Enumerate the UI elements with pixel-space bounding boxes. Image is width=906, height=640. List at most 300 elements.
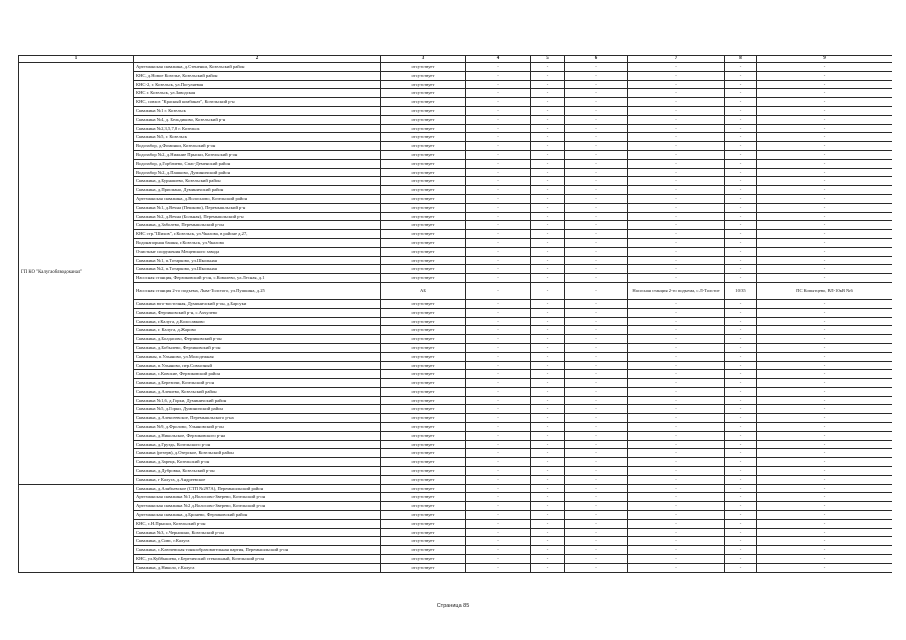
value-cell-c9: - bbox=[757, 326, 893, 335]
value-cell-c9: - bbox=[757, 80, 893, 89]
object-name-cell: Скважина, д.Зарецк, Козельский р-он bbox=[134, 458, 381, 467]
backup-source-cell: отсутствует bbox=[381, 335, 466, 344]
table-row bbox=[19, 308, 893, 317]
value-cell-c6: - bbox=[565, 361, 628, 370]
value-cell-c9: - bbox=[757, 308, 893, 317]
value-cell-c8: - bbox=[725, 308, 757, 317]
value-cell-c6: - bbox=[565, 458, 628, 467]
value-cell-c8: 10/35 bbox=[725, 282, 757, 299]
object-name-cell: Скважина, д.Никольское, Ферзиковского р-на bbox=[134, 431, 381, 440]
value-cell-c5: - bbox=[531, 282, 565, 299]
value-cell-c9: - bbox=[757, 519, 893, 528]
value-cell-c4: - bbox=[466, 326, 531, 335]
table-row bbox=[19, 71, 893, 80]
value-cell-c4: - bbox=[466, 133, 531, 142]
backup-source-cell: отсутствует bbox=[381, 221, 466, 230]
value-cell-c6: - bbox=[565, 555, 628, 564]
value-cell-c9: - bbox=[757, 502, 893, 511]
value-cell-c5: - bbox=[531, 142, 565, 151]
object-name-cell: Водонапорная башня, г.Козельск, ул.Чкалова bbox=[134, 238, 381, 247]
object-name-cell: Скважина, д.Заболево, Перемышльский р-он bbox=[134, 221, 381, 230]
value-cell-c4: - bbox=[466, 124, 531, 133]
value-cell-c6: - bbox=[565, 274, 628, 283]
object-name-cell: КНС стр."Шихов", г.Козельск, ул.Чкалова, в районе д.27, bbox=[134, 230, 381, 239]
value-cell-c7: - bbox=[628, 546, 725, 555]
value-cell-c7: - bbox=[628, 142, 725, 151]
value-cell-c9: - bbox=[757, 247, 893, 256]
column-header: 7 bbox=[628, 56, 725, 63]
value-cell-c4: - bbox=[466, 150, 531, 159]
value-cell-c4: - bbox=[466, 414, 531, 423]
object-name-cell: Скважина, д.Сивс, г.Калуга bbox=[134, 537, 381, 546]
object-name-cell: Артезианская скважина №2 д.Волосово-Зверево, Козельский р-он bbox=[134, 502, 381, 511]
value-cell-c4: - bbox=[466, 484, 531, 493]
value-cell-c9: - bbox=[757, 274, 893, 283]
value-cell-c6: - bbox=[565, 379, 628, 388]
object-name-cell: Водозабор, д.Горбачево, Спас-Деменский район bbox=[134, 159, 381, 168]
value-cell-c9: - bbox=[757, 475, 893, 484]
value-cell-c6: - bbox=[565, 98, 628, 107]
value-cell-c6: - bbox=[565, 221, 628, 230]
table-row bbox=[19, 343, 893, 352]
value-cell-c4: - bbox=[466, 370, 531, 379]
value-cell-c5: - bbox=[531, 440, 565, 449]
value-cell-c6: - bbox=[565, 159, 628, 168]
value-cell-c7: - bbox=[628, 335, 725, 344]
value-cell-c9: - bbox=[757, 449, 893, 458]
organization-cell: ГП КО "Калугаоблводоканал" bbox=[19, 63, 134, 485]
value-cell-c9: - bbox=[757, 168, 893, 177]
value-cell-c6: - bbox=[565, 256, 628, 265]
value-cell-c7: - bbox=[628, 308, 725, 317]
value-cell-c7: - bbox=[628, 414, 725, 423]
backup-source-cell: отсутствует bbox=[381, 343, 466, 352]
backup-source-cell: отсутствует bbox=[381, 308, 466, 317]
value-cell-c8: - bbox=[725, 511, 757, 520]
backup-source-cell: отсутствует bbox=[381, 317, 466, 326]
value-cell-c8: - bbox=[725, 484, 757, 493]
object-name-cell: Скважина юго-восточная, Думиничский р-он, д.Барсуки bbox=[134, 299, 381, 308]
value-cell-c6: - bbox=[565, 387, 628, 396]
value-cell-c6: - bbox=[565, 440, 628, 449]
value-cell-c5: - bbox=[531, 546, 565, 555]
header-row bbox=[19, 56, 893, 63]
value-cell-c4: - bbox=[466, 555, 531, 564]
value-cell-c8: - bbox=[725, 317, 757, 326]
value-cell-c9: - bbox=[757, 186, 893, 195]
value-cell-c4: - bbox=[466, 80, 531, 89]
value-cell-c8: - bbox=[725, 361, 757, 370]
value-cell-c5: - bbox=[531, 519, 565, 528]
table-row bbox=[19, 379, 893, 388]
value-cell-c4: - bbox=[466, 308, 531, 317]
value-cell-c7: - bbox=[628, 177, 725, 186]
value-cell-c5: - bbox=[531, 203, 565, 212]
table-row bbox=[19, 230, 893, 239]
value-cell-c7: - bbox=[628, 467, 725, 476]
object-name-cell: Скважина №4, д. Бельдиково, Козельский р-н bbox=[134, 115, 381, 124]
value-cell-c8: - bbox=[725, 537, 757, 546]
object-name-cell: Скважина №9, д.Фролово, Ульяновский р-он bbox=[134, 423, 381, 432]
value-cell-c8: - bbox=[725, 431, 757, 440]
value-cell-c8: - bbox=[725, 563, 757, 572]
value-cell-c9: - bbox=[757, 115, 893, 124]
value-cell-c9: - bbox=[757, 317, 893, 326]
value-cell-c9: - bbox=[757, 431, 893, 440]
value-cell-c8: - bbox=[725, 71, 757, 80]
value-cell-c6: - bbox=[565, 563, 628, 572]
value-cell-c9: - bbox=[757, 467, 893, 476]
table-row bbox=[19, 537, 893, 546]
value-cell-c7: - bbox=[628, 238, 725, 247]
value-cell-c4: - bbox=[466, 475, 531, 484]
value-cell-c8: - bbox=[725, 326, 757, 335]
value-cell-c5: - bbox=[531, 212, 565, 221]
backup-source-cell: отсутствует bbox=[381, 98, 466, 107]
value-cell-c7: - bbox=[628, 502, 725, 511]
value-cell-c5: - bbox=[531, 537, 565, 546]
backup-source-cell: отсутствует bbox=[381, 194, 466, 203]
table-row bbox=[19, 274, 893, 283]
value-cell-c9: - bbox=[757, 555, 893, 564]
backup-source-cell: отсутствует bbox=[381, 203, 466, 212]
value-cell-c5: - bbox=[531, 379, 565, 388]
value-cell-c9: - bbox=[757, 379, 893, 388]
table-row bbox=[19, 256, 893, 265]
value-cell-c7: - bbox=[628, 203, 725, 212]
table-row bbox=[19, 370, 893, 379]
value-cell-c9: - bbox=[757, 256, 893, 265]
table-row bbox=[19, 168, 893, 177]
backup-source-cell: отсутствует bbox=[381, 80, 466, 89]
value-cell-c6: - bbox=[565, 414, 628, 423]
value-cell-c9: - bbox=[757, 343, 893, 352]
object-name-cell: Скважина, д.Николо, г.Калуга bbox=[134, 563, 381, 572]
table-row bbox=[19, 186, 893, 195]
value-cell-c5: - bbox=[531, 115, 565, 124]
value-cell-c9: - bbox=[757, 63, 893, 72]
value-cell-c7: - bbox=[628, 186, 725, 195]
value-cell-c6: - bbox=[565, 203, 628, 212]
value-cell-c8: - bbox=[725, 115, 757, 124]
value-cell-c6: - bbox=[565, 326, 628, 335]
value-cell-c9: - bbox=[757, 150, 893, 159]
table-row bbox=[19, 115, 893, 124]
value-cell-c4: - bbox=[466, 221, 531, 230]
object-name-cell: Скважина, д.Алешево, Козельский район bbox=[134, 387, 381, 396]
value-cell-c7: - bbox=[628, 326, 725, 335]
value-cell-c6: - bbox=[565, 396, 628, 405]
value-cell-c4: - bbox=[466, 247, 531, 256]
value-cell-c5: - bbox=[531, 124, 565, 133]
value-cell-c5: - bbox=[531, 274, 565, 283]
value-cell-c5: - bbox=[531, 326, 565, 335]
value-cell-c8: - bbox=[725, 352, 757, 361]
value-cell-c4: - bbox=[466, 230, 531, 239]
value-cell-c5: - bbox=[531, 431, 565, 440]
object-name-cell: Скважина, д.Груздь, Козельского р-он bbox=[134, 440, 381, 449]
value-cell-c5: - bbox=[531, 449, 565, 458]
value-cell-c6: - bbox=[565, 133, 628, 142]
value-cell-c9: - bbox=[757, 194, 893, 203]
table-row bbox=[19, 563, 893, 572]
table-row bbox=[19, 177, 893, 186]
value-cell-c4: - bbox=[466, 238, 531, 247]
table-row bbox=[19, 212, 893, 221]
object-name-cell: Скважина, г. Калуга, д.Жарово bbox=[134, 326, 381, 335]
backup-source-cell: отсутствует bbox=[381, 133, 466, 142]
value-cell-c8: - bbox=[725, 63, 757, 72]
backup-source-cell: отсутствует bbox=[381, 89, 466, 98]
value-cell-c6: - bbox=[565, 230, 628, 239]
value-cell-c5: - bbox=[531, 186, 565, 195]
object-name-cell: Скважина №2,3,5,7,8 г. Козельск bbox=[134, 124, 381, 133]
value-cell-c9: - bbox=[757, 423, 893, 432]
data-table bbox=[18, 55, 892, 573]
value-cell-c8: - bbox=[725, 247, 757, 256]
table-row bbox=[19, 431, 893, 440]
value-cell-c8: - bbox=[725, 221, 757, 230]
value-cell-c5: - bbox=[531, 150, 565, 159]
object-name-cell: Скважина №1, д.Вечна (Пешково), Перемышльский р-н bbox=[134, 203, 381, 212]
object-name-cell: Скважина, д.Березичи, Козельский р-он bbox=[134, 379, 381, 388]
value-cell-c4: - bbox=[466, 537, 531, 546]
table-row bbox=[19, 361, 893, 370]
value-cell-c6: - bbox=[565, 467, 628, 476]
value-cell-c9: - bbox=[757, 335, 893, 344]
value-cell-c5: - bbox=[531, 511, 565, 520]
value-cell-c7: - bbox=[628, 133, 725, 142]
value-cell-c8: - bbox=[725, 458, 757, 467]
value-cell-c5: - bbox=[531, 133, 565, 142]
value-cell-c5: - bbox=[531, 308, 565, 317]
value-cell-c6: - bbox=[565, 519, 628, 528]
value-cell-c9: - bbox=[757, 221, 893, 230]
value-cell-c9: - bbox=[757, 98, 893, 107]
value-cell-c8: - bbox=[725, 370, 757, 379]
value-cell-c6: - bbox=[565, 282, 628, 299]
value-cell-c6: - bbox=[565, 115, 628, 124]
value-cell-c7: - bbox=[628, 98, 725, 107]
backup-source-cell: отсутствует bbox=[381, 124, 466, 133]
table-row bbox=[19, 449, 893, 458]
table-row bbox=[19, 467, 893, 476]
table-row bbox=[19, 247, 893, 256]
value-cell-c8: - bbox=[725, 142, 757, 151]
value-cell-c5: - bbox=[531, 256, 565, 265]
value-cell-c8: - bbox=[725, 387, 757, 396]
value-cell-c5: - bbox=[531, 168, 565, 177]
backup-source-cell: отсутствует bbox=[381, 212, 466, 221]
backup-source-cell: отсутствует bbox=[381, 168, 466, 177]
value-cell-c7: - bbox=[628, 256, 725, 265]
value-cell-c9: - bbox=[757, 159, 893, 168]
backup-source-cell: отсутствует bbox=[381, 537, 466, 546]
value-cell-c9: ПС Копытцево, ВЛ-10кВ №6 bbox=[757, 282, 893, 299]
value-cell-c4: - bbox=[466, 502, 531, 511]
value-cell-c5: - bbox=[531, 317, 565, 326]
value-cell-c4: - bbox=[466, 71, 531, 80]
table-row bbox=[19, 555, 893, 564]
object-name-cell: Скважина №2, п.Тотарково, ул.Школьная bbox=[134, 265, 381, 274]
value-cell-c4: - bbox=[466, 212, 531, 221]
value-cell-c9: - bbox=[757, 352, 893, 361]
value-cell-c4: - bbox=[466, 256, 531, 265]
value-cell-c5: - bbox=[531, 502, 565, 511]
value-cell-c4: - bbox=[466, 282, 531, 299]
table-row bbox=[19, 440, 893, 449]
table-row bbox=[19, 282, 893, 299]
value-cell-c9: - bbox=[757, 212, 893, 221]
value-cell-c7: - bbox=[628, 475, 725, 484]
value-cell-c5: - bbox=[531, 335, 565, 344]
value-cell-c8: - bbox=[725, 133, 757, 142]
object-name-cell: Артезианская скважина №1 д.Волосово-Зверево, Козельский р-он bbox=[134, 493, 381, 502]
object-name-cell: Скважина, с.Ковские, Ферзиковский район bbox=[134, 370, 381, 379]
value-cell-c7: - bbox=[628, 230, 725, 239]
backup-source-cell: отсутствует bbox=[381, 299, 466, 308]
value-cell-c9: - bbox=[757, 361, 893, 370]
value-cell-c9: - bbox=[757, 405, 893, 414]
value-cell-c4: - bbox=[466, 168, 531, 177]
table-row bbox=[19, 221, 893, 230]
value-cell-c9: - bbox=[757, 370, 893, 379]
value-cell-c9: - bbox=[757, 230, 893, 239]
value-cell-c4: - bbox=[466, 177, 531, 186]
value-cell-c5: - bbox=[531, 396, 565, 405]
object-name-cell: Скважина (резерв), д.Озерское, Козельский район bbox=[134, 449, 381, 458]
table-row bbox=[19, 89, 893, 98]
object-name-cell: Скважина, Ферзиковский р-н, с.Ахчулево bbox=[134, 308, 381, 317]
value-cell-c7: - bbox=[628, 274, 725, 283]
value-cell-c6: - bbox=[565, 238, 628, 247]
value-cell-c6: - bbox=[565, 546, 628, 555]
value-cell-c9: - bbox=[757, 177, 893, 186]
table-row bbox=[19, 396, 893, 405]
value-cell-c6: - bbox=[565, 335, 628, 344]
object-name-cell: Скважина, д.Алексеевское, Перемышльского р-на bbox=[134, 414, 381, 423]
value-cell-c5: - bbox=[531, 98, 565, 107]
value-cell-c7: - bbox=[628, 71, 725, 80]
value-cell-c5: - bbox=[531, 352, 565, 361]
value-cell-c5: - bbox=[531, 80, 565, 89]
object-name-cell: Скважина, д.Бобылево, Ферзиковский р-он bbox=[134, 343, 381, 352]
value-cell-c8: - bbox=[725, 555, 757, 564]
table-row bbox=[19, 511, 893, 520]
value-cell-c4: - bbox=[466, 299, 531, 308]
backup-source-cell: отсутствует bbox=[381, 230, 466, 239]
object-name-cell: Скважина, с.Ключевская тонкообразовательная партия, Перемышльский р-он bbox=[134, 546, 381, 555]
value-cell-c5: - bbox=[531, 159, 565, 168]
table-row bbox=[19, 142, 893, 151]
table-row bbox=[19, 493, 893, 502]
value-cell-c8: - bbox=[725, 203, 757, 212]
backup-source-cell: отсутствует bbox=[381, 274, 466, 283]
backup-source-cell: отсутствует bbox=[381, 387, 466, 396]
backup-source-cell: отсутствует bbox=[381, 396, 466, 405]
object-name-cell: КНС, д.Новое Козелье, Козельский район bbox=[134, 71, 381, 80]
table-row bbox=[19, 502, 893, 511]
table-row bbox=[19, 546, 893, 555]
column-header: 1 bbox=[19, 56, 134, 63]
value-cell-c6: - bbox=[565, 124, 628, 133]
value-cell-c7: - bbox=[628, 299, 725, 308]
value-cell-c7: - bbox=[628, 124, 725, 133]
value-cell-c7: - bbox=[628, 150, 725, 159]
value-cell-c7: - bbox=[628, 449, 725, 458]
table-row bbox=[19, 405, 893, 414]
value-cell-c9: - bbox=[757, 546, 893, 555]
value-cell-c6: - bbox=[565, 308, 628, 317]
value-cell-c6: - bbox=[565, 142, 628, 151]
value-cell-c4: - bbox=[466, 519, 531, 528]
object-name-cell: Скважина №5, г. Козельск bbox=[134, 133, 381, 142]
backup-source-cell: отсутствует bbox=[381, 256, 466, 265]
value-cell-c8: - bbox=[725, 405, 757, 414]
value-cell-c6: - bbox=[565, 431, 628, 440]
backup-source-cell: отсутствует bbox=[381, 502, 466, 511]
value-cell-c5: - bbox=[531, 221, 565, 230]
value-cell-c7: - bbox=[628, 106, 725, 115]
value-cell-c5: - bbox=[531, 265, 565, 274]
value-cell-c4: - bbox=[466, 106, 531, 115]
value-cell-c6: - bbox=[565, 493, 628, 502]
value-cell-c4: - bbox=[466, 563, 531, 572]
value-cell-c5: - bbox=[531, 423, 565, 432]
value-cell-c7: - bbox=[628, 387, 725, 396]
value-cell-c5: - bbox=[531, 467, 565, 476]
value-cell-c8: - bbox=[725, 265, 757, 274]
value-cell-c9: - bbox=[757, 528, 893, 537]
object-name-cell: КНС, с.Н.Прыски, Козельский р-он bbox=[134, 519, 381, 528]
value-cell-c9: - bbox=[757, 299, 893, 308]
value-cell-c6: - bbox=[565, 247, 628, 256]
value-cell-c7: - bbox=[628, 265, 725, 274]
value-cell-c8: - bbox=[725, 449, 757, 458]
value-cell-c6: - bbox=[565, 537, 628, 546]
backup-source-cell: отсутствует bbox=[381, 475, 466, 484]
value-cell-c7: - bbox=[628, 168, 725, 177]
object-name-cell: Скважина, д.Дубровка, Козельский р-он bbox=[134, 467, 381, 476]
backup-source-cell: отсутствует bbox=[381, 247, 466, 256]
value-cell-c9: - bbox=[757, 458, 893, 467]
backup-source-cell: отсутствует bbox=[381, 511, 466, 520]
value-cell-c5: - bbox=[531, 89, 565, 98]
value-cell-c8: - bbox=[725, 124, 757, 133]
table-row bbox=[19, 238, 893, 247]
object-name-cell: Насосная станция 2-го подъема, Льва-Толстого, ул.Пушкина, д.25 bbox=[134, 282, 381, 299]
value-cell-c7: - bbox=[628, 519, 725, 528]
table-row bbox=[19, 265, 893, 274]
table-row bbox=[19, 98, 893, 107]
backup-source-cell: отсутствует bbox=[381, 414, 466, 423]
value-cell-c4: - bbox=[466, 89, 531, 98]
backup-source-cell: отсутствует bbox=[381, 467, 466, 476]
value-cell-c5: - bbox=[531, 484, 565, 493]
value-cell-c7: - bbox=[628, 159, 725, 168]
value-cell-c9: - bbox=[757, 71, 893, 80]
value-cell-c5: - bbox=[531, 414, 565, 423]
table-row bbox=[19, 475, 893, 484]
value-cell-c9: - bbox=[757, 396, 893, 405]
value-cell-c5: - bbox=[531, 361, 565, 370]
value-cell-c7: - bbox=[628, 317, 725, 326]
object-name-cell: Водозабор, д.Фоминки, Козельский р-он bbox=[134, 142, 381, 151]
backup-source-cell: отсутствует bbox=[381, 449, 466, 458]
value-cell-c9: - bbox=[757, 511, 893, 520]
backup-source-cell: отсутствует bbox=[381, 370, 466, 379]
value-cell-c8: - bbox=[725, 194, 757, 203]
